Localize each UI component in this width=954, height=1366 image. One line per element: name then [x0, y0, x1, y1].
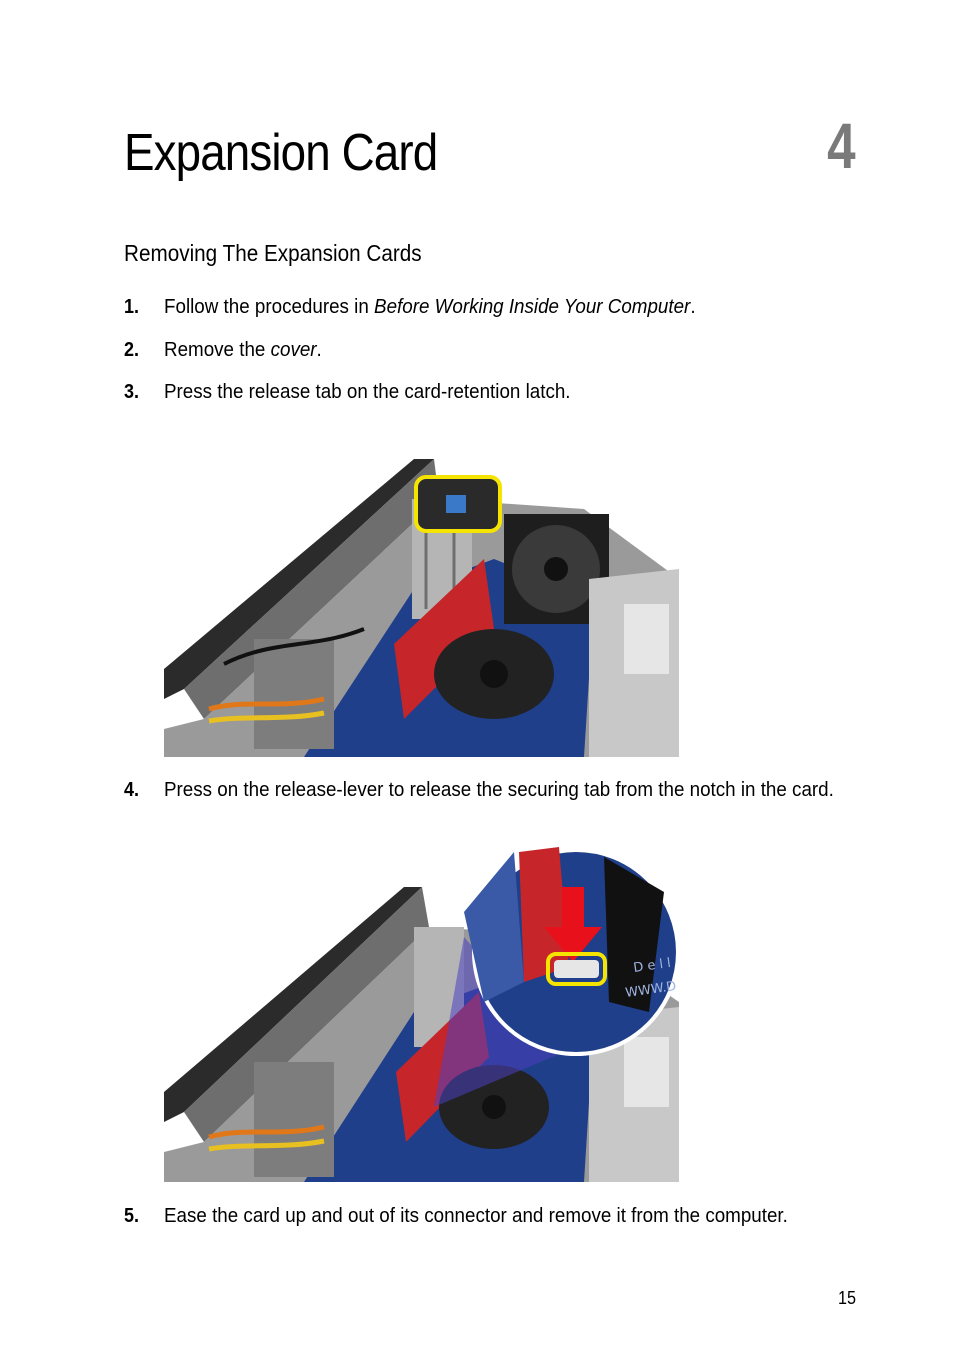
page-number: 15	[837, 1288, 856, 1308]
step-text: Ease the card up and out of its connector and remove it from the computer.	[164, 1205, 788, 1227]
step-text: Press the release tab on the card-retention latch.	[164, 381, 571, 403]
figure-card-retention-latch	[164, 459, 679, 757]
step-5	[124, 1203, 864, 1230]
step-number: 1.	[124, 296, 140, 318]
cross-reference-link[interactable]: cover	[270, 339, 317, 361]
step-text: Remove the cover.	[164, 339, 322, 361]
chapter-title: Expansion Card	[124, 124, 438, 182]
step-4	[124, 777, 864, 804]
step-number: 2.	[124, 339, 140, 361]
cross-reference-link[interactable]: Before Working Inside Your Computer	[374, 296, 691, 318]
step-number: 5.	[124, 1205, 140, 1227]
section-title: Removing The Expansion Cards	[124, 240, 422, 266]
step-1	[124, 294, 864, 321]
release-lever	[554, 960, 599, 978]
step-text: Follow the procedures in Before Working Inside Your Computer.	[164, 296, 696, 318]
board-label-1: D e l l	[632, 955, 672, 976]
figure-release-lever	[164, 842, 679, 1182]
chapter-number: 4	[827, 110, 856, 182]
board-label-2: WWW.D	[624, 978, 678, 1001]
step-text: Press on the release-lever to release the securing tab from the notch in the card.	[164, 779, 834, 801]
step-2	[124, 337, 864, 364]
step-number: 3.	[124, 381, 140, 403]
step-3	[124, 379, 864, 406]
step-number: 4.	[124, 779, 140, 801]
